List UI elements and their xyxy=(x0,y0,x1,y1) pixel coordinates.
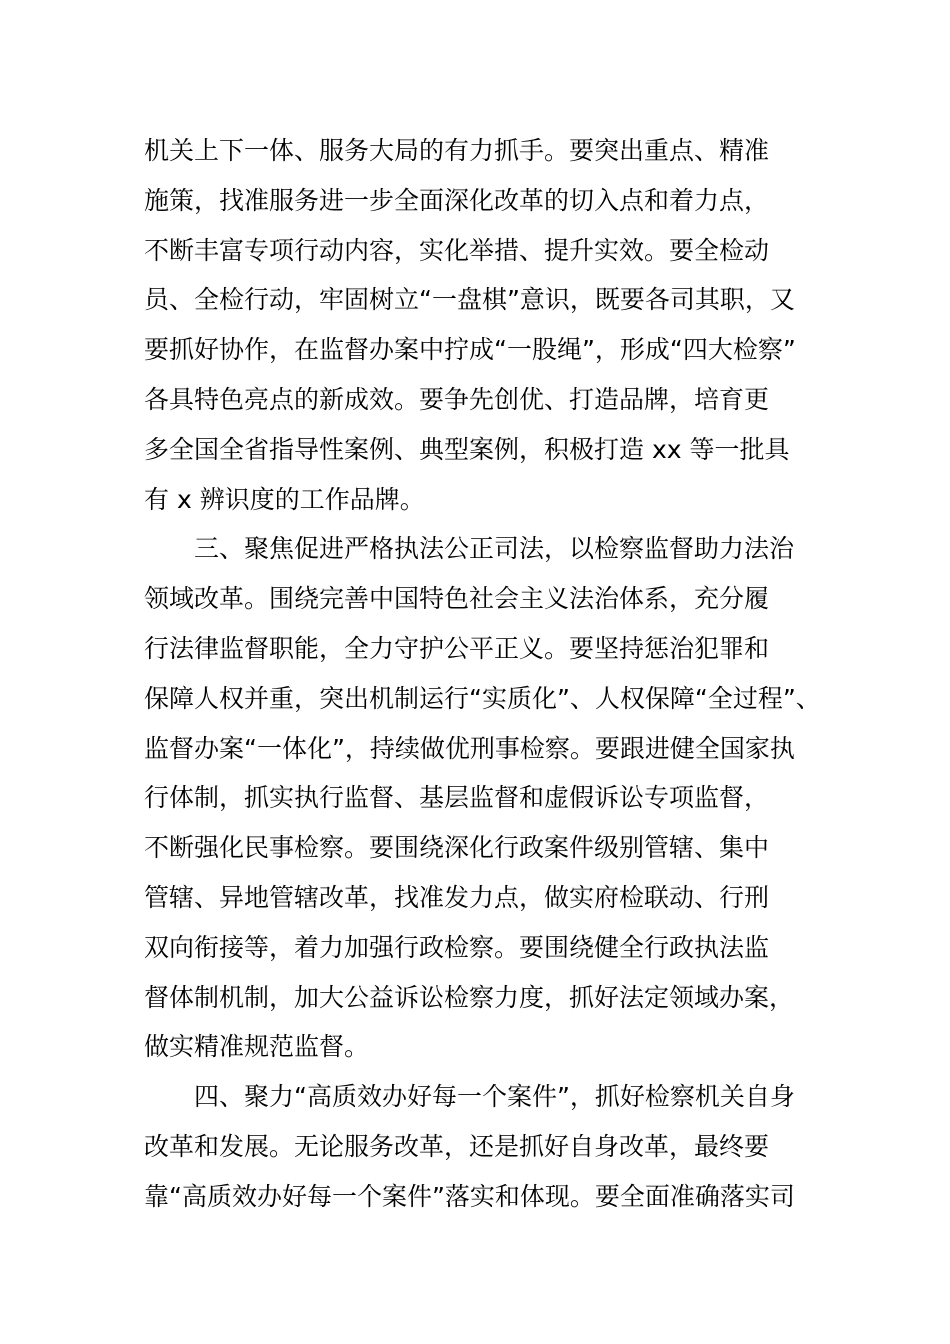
body-text xyxy=(144,126,824,1222)
text-line: 多全国全省指导性案例、典型案例，积极打造 xx 等一批具 xyxy=(144,434,790,464)
text-line: 监督办案“一体化”，持续做优刑事检察。要跟进健全国家执 xyxy=(144,733,795,763)
text-line: 不断丰富专项行动内容，实化举措、提升实效。要全检动 xyxy=(144,235,770,265)
text-line: 各具特色亮点的新成效。要争先创优、打造品牌，培育更 xyxy=(144,384,770,414)
text-line: 保障人权并重，突出机制运行“实质化”、人权保障“全过程”、 xyxy=(144,683,821,713)
text-line: 不断强化民事检察。要围绕深化行政案件级别管辖、集中 xyxy=(144,833,770,863)
text-line: 机关上下一体、服务大局的有力抓手。要突出重点、精准 xyxy=(144,136,770,165)
text-line: 双向衔接等，着力加强行政检察。要围绕健全行政执法监 xyxy=(144,932,770,962)
section-heading-line: 三、聚焦促进严格执法公正司法，以检察监督助力法治 xyxy=(144,534,795,564)
text-line: 靠“高质效办好每一个案件”落实和体现。要全面准确落实司 xyxy=(144,1181,795,1211)
text-line: 要抓好协作，在监督办案中拧成“一股绳”，形成“四大检察” xyxy=(144,335,796,365)
text-line: 领域改革。围绕完善中国特色社会主义法治体系，充分履 xyxy=(144,584,770,614)
text-line: 行法律监督职能，全力守护公平正义。要坚持惩治犯罪和 xyxy=(144,633,770,663)
text-line: 员、全检行动，牢固树立“一盘棋”意识，既要各司其职，又 xyxy=(144,285,795,315)
text-line: 有 x 辨识度的工作品牌。 xyxy=(144,484,425,514)
text-line: 管辖、异地管辖改革，找准发力点，做实府检联动、行刑 xyxy=(144,882,770,912)
text-line: 做实精准规范监督。 xyxy=(144,1032,370,1062)
section-heading-line: 四、聚力“高质效办好每一个案件”，抓好检察机关自身 xyxy=(144,1082,795,1112)
text-line: 行体制，抓实执行监督、基层监督和虚假诉讼专项监督， xyxy=(144,783,770,813)
text-line: 督体制机制，加大公益诉讼检察力度，抓好法定领域办案， xyxy=(144,982,795,1012)
text-line: 改革和发展。无论服务改革，还是抓好自身改革，最终要 xyxy=(144,1131,770,1161)
text-line: 施策，找准服务进一步全面深化改革的切入点和着力点， xyxy=(144,185,770,215)
